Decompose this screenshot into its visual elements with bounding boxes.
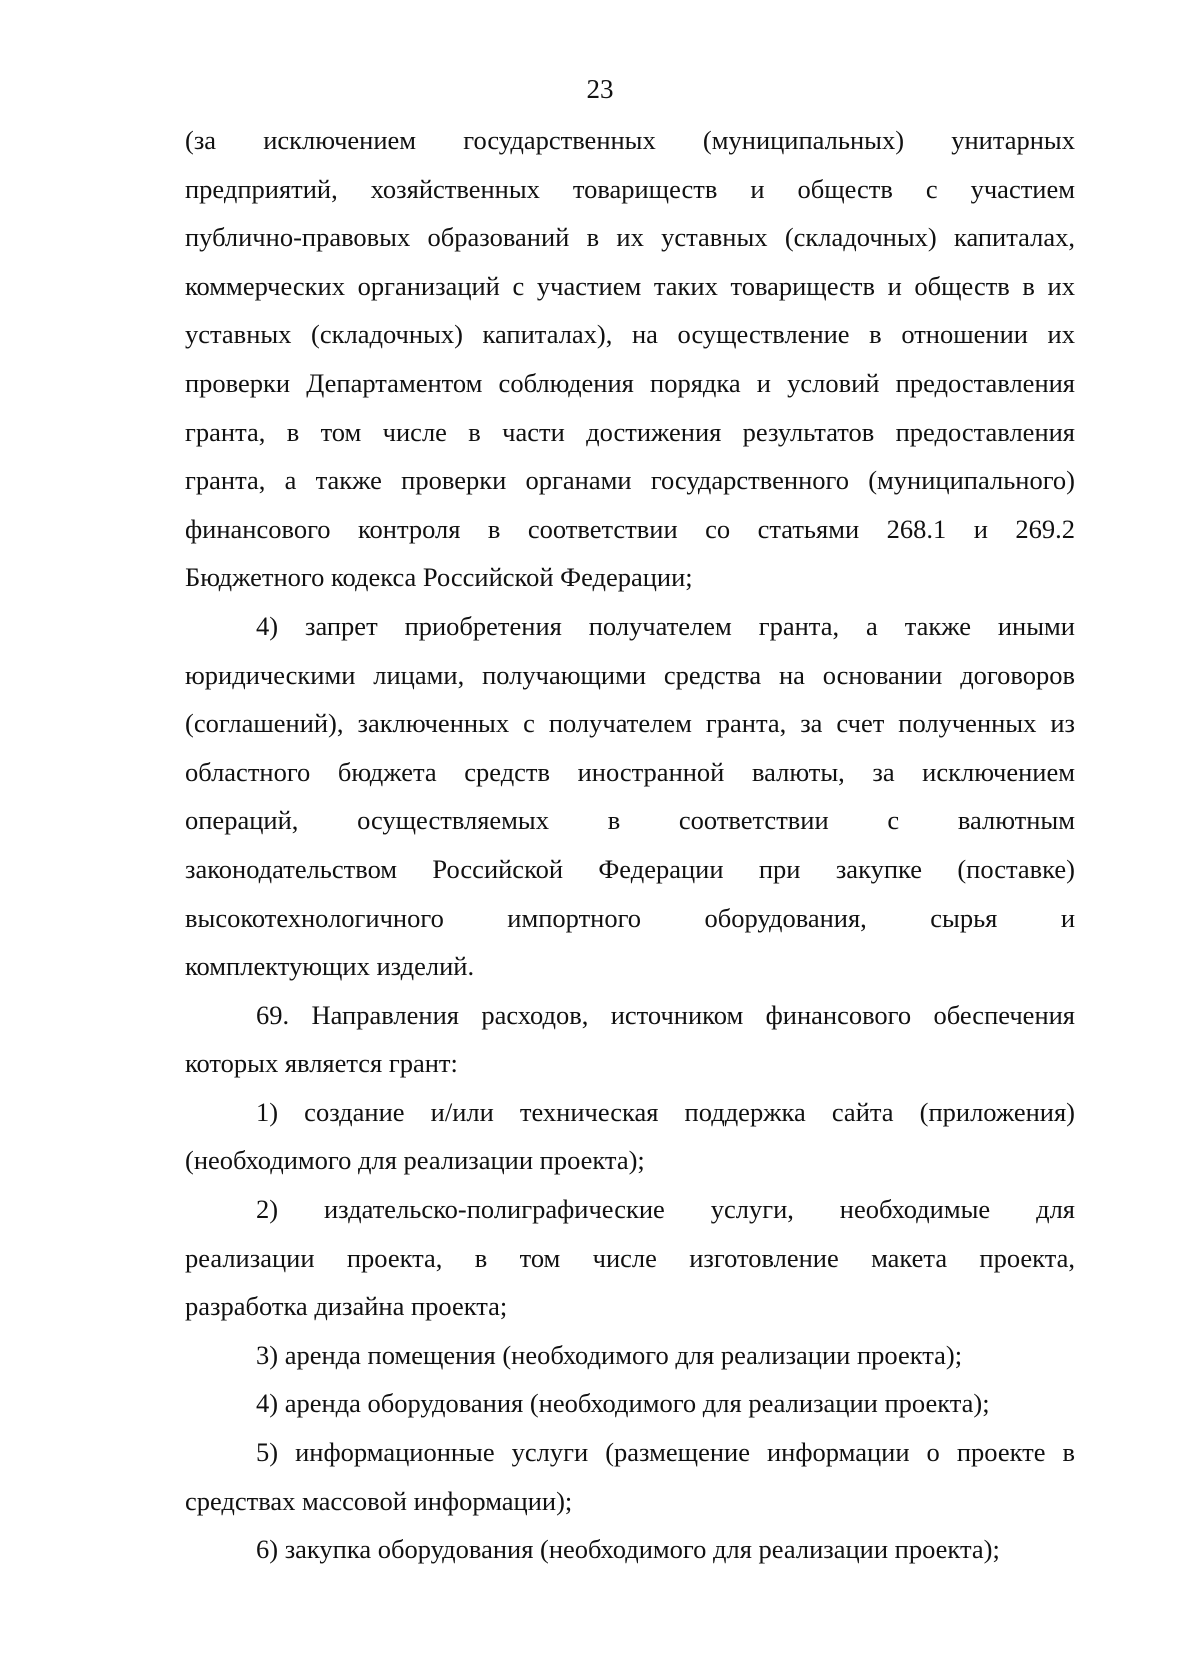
text-line: которых является грант:: [185, 1048, 458, 1079]
text-line: проверки Департаментом соблюдения порядка и условий предоставления: [185, 367, 1075, 398]
text-line: гранта, а также проверки органами государственного (муниципального): [185, 465, 1075, 496]
text-line: публично-правовых образований в их уставных (складочных) капиталах,: [185, 222, 1075, 253]
text-line: (необходимого для реализации проекта);: [185, 1145, 645, 1176]
text-line: финансового контроля в соответствии со статьями 268.1 и 269.2: [185, 513, 1075, 544]
text-line: (за исключением государственных (муниципальных) унитарных: [185, 125, 1075, 155]
text-line: 5) информационные услуги (размещение информации о проекте в: [256, 1437, 1075, 1468]
text-line: комплектующих изделий.: [185, 951, 475, 982]
text-line: 6) закупка оборудования (необходимого для реализации проекта);: [256, 1534, 1000, 1565]
text-line: законодательством Российской Федерации при закупке (поставке): [185, 853, 1075, 884]
text-line: предприятий, хозяйственных товариществ и обществ с участием: [185, 173, 1075, 204]
text-line: разработка дизайна проекта;: [185, 1291, 508, 1322]
text-line: Бюджетного кодекса Российской Федерации;: [185, 562, 693, 593]
page-number: 23: [586, 74, 614, 104]
text-line: коммерческих организаций с участием таких товариществ и обществ в их: [185, 270, 1075, 301]
text-line: юридическими лицами, получающими средства на основании договоров: [185, 659, 1075, 690]
text-line: реализации проекта, в том числе изготовление макета проекта,: [185, 1242, 1075, 1273]
text-line: средствах массовой информации);: [185, 1485, 573, 1516]
text-line: уставных (складочных) капиталах), на осуществление в отношении их: [185, 319, 1075, 350]
text-line: 3) аренда помещения (необходимого для реализации проекта);: [256, 1339, 963, 1370]
text-line: (соглашений), заключенных с получателем гранта, за счет полученных из: [185, 708, 1075, 739]
text-line: высокотехнологичного импортного оборудования, сырья и: [185, 902, 1075, 933]
text-line: 2) издательско-полиграфические услуги, необходимые для: [256, 1194, 1075, 1225]
text-line: 4) запрет приобретения получателем гранта, а также иными: [256, 610, 1075, 641]
text-line: операций, осуществляемых в соответствии с валютным: [185, 805, 1075, 836]
text-line: 69. Направления расходов, источником финансового обеспечения: [256, 999, 1075, 1030]
text-line: 4) аренда оборудования (необходимого для реализации проекта);: [256, 1388, 990, 1419]
text-line: областного бюджета средств иностранной валюты, за исключением: [185, 756, 1075, 787]
document-body: [185, 116, 1075, 1574]
text-line: 1) создание и/или техническая поддержка сайта (приложения): [256, 1096, 1075, 1127]
text-line: гранта, в том числе в части достижения результатов предоставления: [185, 416, 1075, 447]
